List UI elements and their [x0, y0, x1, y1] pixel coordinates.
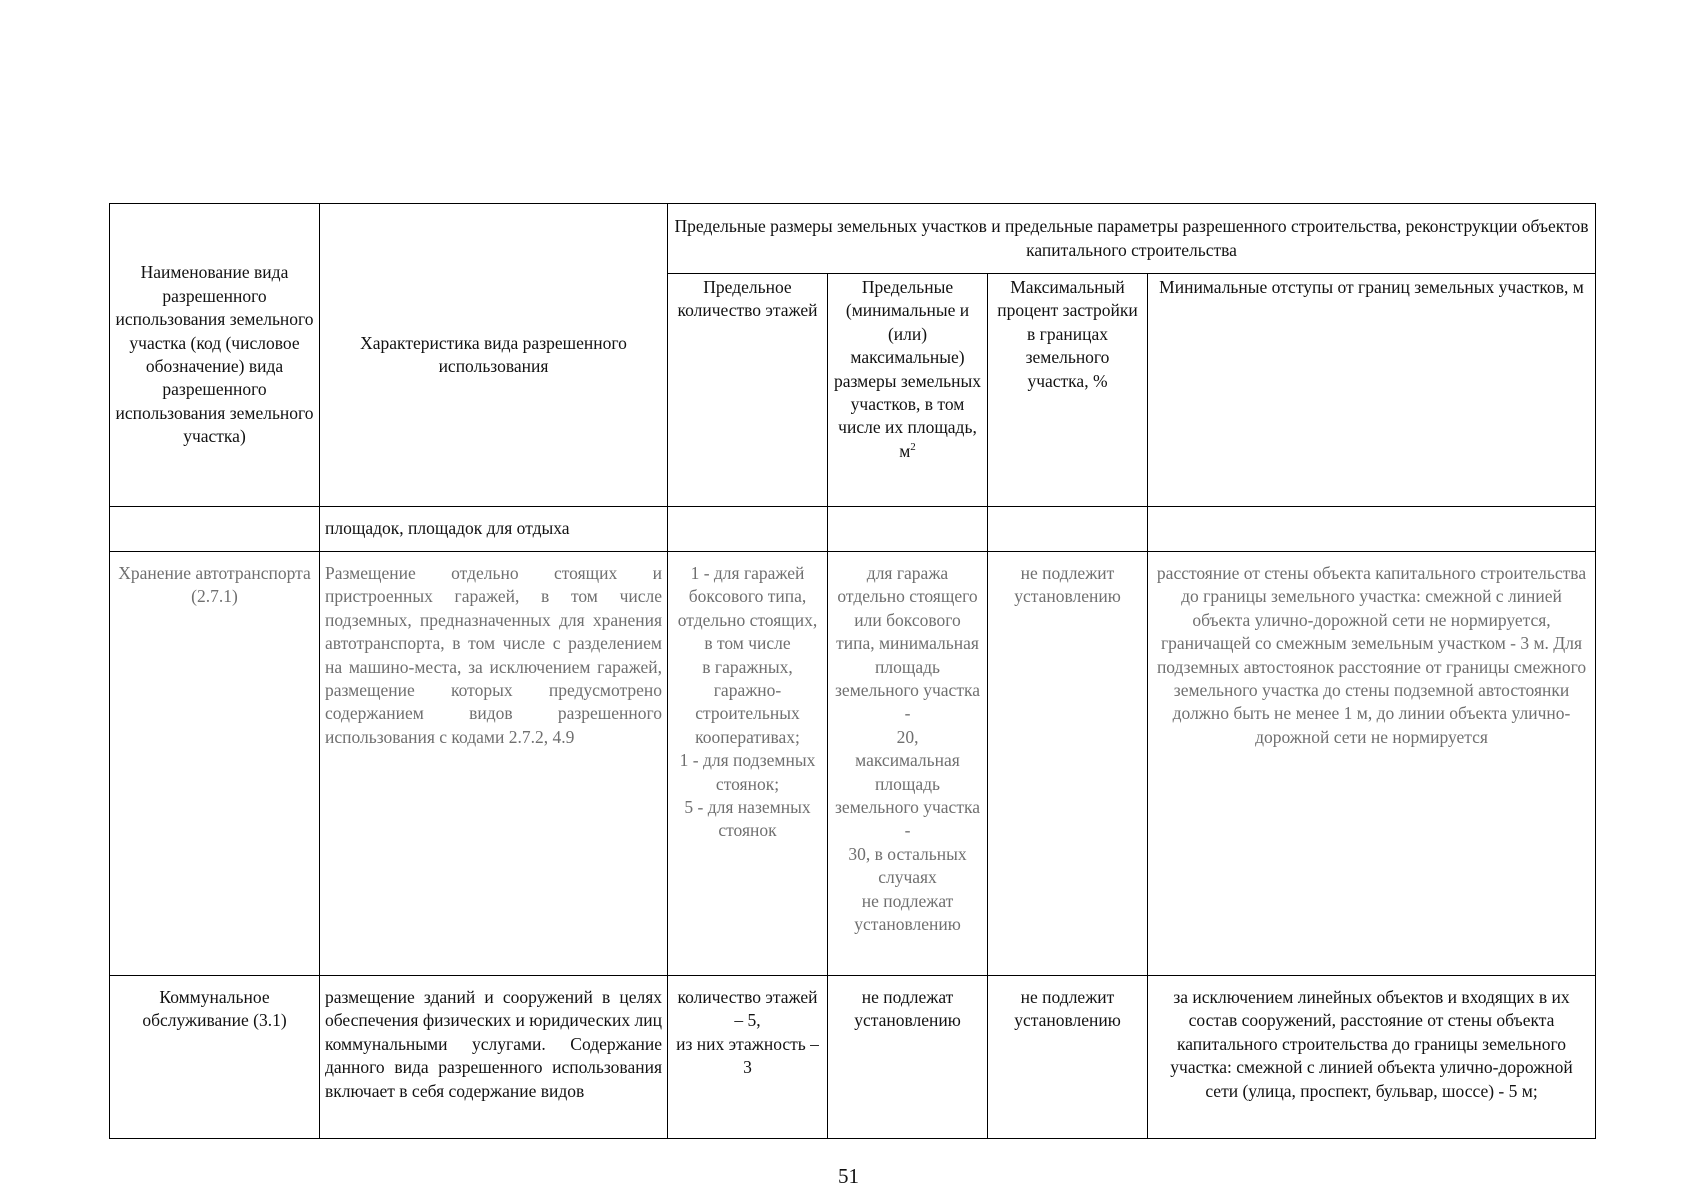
- cell-percent: [988, 507, 1148, 552]
- cell-sizes: не подлежат установлению: [828, 976, 988, 1139]
- header-plot-sizes-sup: 2: [910, 441, 916, 454]
- header-limit-parameters-group: Предельные размеры земельных участков и предельные параметры разрешенного строительства, реконструкции объектов капитального строительства: [668, 204, 1596, 274]
- header-row-1: [110, 204, 1596, 274]
- cell-floors: [668, 507, 828, 552]
- cell-setbacks: расстояние от стены объекта капитального строительства до границы земельного участка: смежной с линией объекта улично-дорожной сети не нормируется, граничащей со смежным земельным участком - 3 м. Для подземных автостоянок расстояние от границы смежного земельного участка до стены подземной автостоянки должно быть не менее 1 м, до линии объекта улично-дорожной сети не нормируется: [1148, 552, 1596, 976]
- table-row: [110, 976, 1596, 1139]
- table-row: [110, 552, 1596, 976]
- cell-floors: количество этажей – 5, из них этажность – 3: [668, 976, 828, 1139]
- cell-description: размещение зданий и сооружений в целях обеспечения физических и юридических лиц коммунальными услугами. Содержание данного вида разрешенного использования включает в себя содержание видов: [320, 976, 668, 1139]
- header-land-use-name: Наименование вида разрешенного использования земельного участка (код (числовое обозначение) вида разрешенного использования земельного участка): [110, 204, 320, 507]
- header-plot-sizes: [828, 274, 988, 507]
- cell-description: площадок, площадок для отдыха: [320, 507, 668, 552]
- header-build-percent: Максимальный процент застройки в границах земельного участка, %: [988, 274, 1148, 507]
- cell-sizes: [828, 507, 988, 552]
- cell-sizes: для гаража отдельно стоящего или боксового типа, минимальная площадь земельного участка - 20, максимальная площадь земельного участка - 30, в остальных случаях не подлежат установлению: [828, 552, 988, 976]
- header-floors: Предельное количество этажей: [668, 274, 828, 507]
- regulations-table: [109, 203, 1596, 1139]
- cell-name: Хранение автотранспорта (2.7.1): [110, 552, 320, 976]
- cell-setbacks: [1148, 507, 1596, 552]
- table-row: [110, 507, 1596, 552]
- cell-percent: не подлежит установлению: [988, 976, 1148, 1139]
- header-plot-sizes-text: Предельные (минимальные и (или) максимальные) размеры земельных участков, в том числе их площадь, м: [833, 277, 981, 461]
- cell-percent: не подлежит установлению: [988, 552, 1148, 976]
- cell-floors: 1 - для гаражей боксового типа, отдельно стоящих, в том числе в гаражных, гаражно-строительных кооперативах; 1 - для подземных стоянок; 5 - для наземных стоянок: [668, 552, 828, 976]
- cell-name: [110, 507, 320, 552]
- header-land-use-description: Характеристика вида разрешенного использования: [320, 204, 668, 507]
- cell-setbacks: за исключением линейных объектов и входящих в их состав сооружений, расстояние от стены объекта капитального строительства до границы земельного участка: смежной с линией объекта улично-дорожной сети (улица, проспект, бульвар, шоссе) - 5 м;: [1148, 976, 1596, 1139]
- cell-description: Размещение отдельно стоящих и пристроенных гаражей, в том числе подземных, предназначенных для хранения автотранспорта, в том числе с разделением на машино-места, за исключением гаражей, размещение которых предусмотрено содержанием видов разрешенного использования с кодами 2.7.2, 4.9: [320, 552, 668, 976]
- header-setbacks: Минимальные отступы от границ земельных участков, м: [1148, 274, 1596, 507]
- cell-name: Коммунальное обслуживание (3.1): [110, 976, 320, 1139]
- page-number: 51: [838, 1164, 859, 1188]
